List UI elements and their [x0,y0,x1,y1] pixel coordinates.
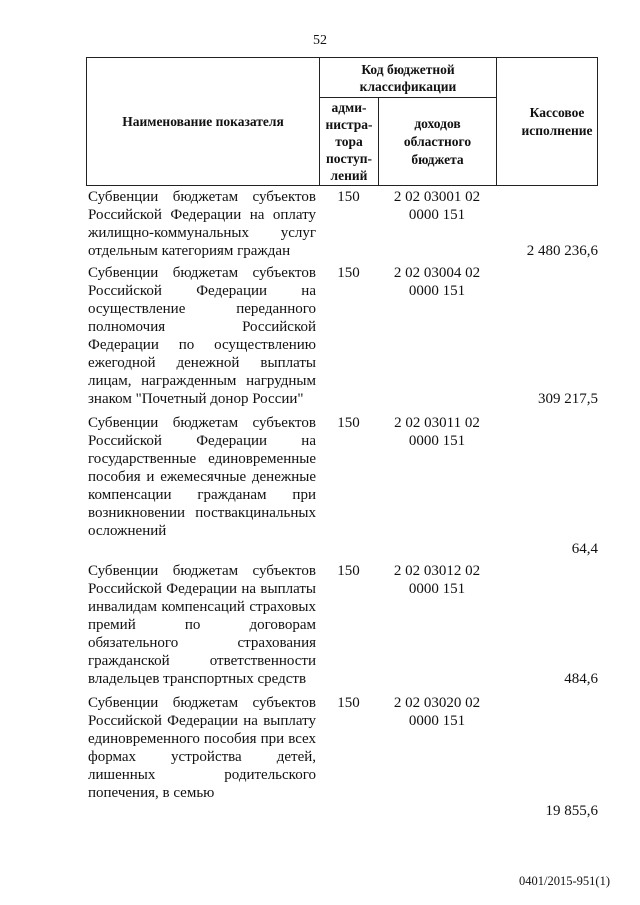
row-name: Субвенции бюджетам субъектов Российской Федерации на оплату жилищно-коммунальных услуг отдельным категориям граждан [88,189,316,259]
row-amount: 19 855,6 [545,803,598,819]
header-income-column [379,98,497,185]
table-header [86,57,598,186]
table-row [86,264,598,408]
row-income-code-line1: 2 02 03011 02 [394,415,480,431]
row-admin-code: 150 [337,563,360,579]
row-income-code [378,562,496,598]
row-income-code-line2: 0000 151 [408,207,466,223]
row-income-code-line1: 2 02 03001 02 [393,189,481,205]
row-amount: 484,6 [564,671,598,687]
page-number: 52 [313,33,327,48]
row-name: Субвенции бюджетам субъектов Российской Федерации на государственные единовременные пособия и ежемесячные денежные компенсации гражданам при возникновении поствакцинальных осложнений [88,415,316,539]
row-admin-code: 150 [337,695,360,711]
row-income-code [378,264,496,300]
row-amount: 2 480 236,6 [526,243,598,259]
header-code-group-label: Код бюджетной классификации [359,61,457,94]
header-admin-label: адми-нистра-тора поступ-лений [325,100,373,183]
row-name: Субвенции бюджетам субъектов Российской Федерации на выплаты инвалидам компенсаций страховых премий по договорам обязательного страхования гражданской ответственности владельцев транспортных средств [88,563,316,687]
row-income-code [378,188,496,224]
row-name: Субвенции бюджетам субъектов Российской Федерации на выплату единовременного пособия при всех формах устройства детей, лишенных родительского попечения, в семью [88,695,316,801]
table-row [86,694,598,820]
table-row [86,414,598,558]
row-income-code-line1: 2 02 03004 02 [393,265,481,281]
row-amount: 309 217,5 [538,391,598,407]
row-income-code-line2: 0000 151 [408,433,466,449]
table-row [86,188,598,260]
row-income-code-line1: 2 02 03020 02 [393,695,481,711]
row-income-code-line1: 2 02 03012 02 [393,563,481,579]
row-income-code [378,694,496,730]
row-income-code-line2: 0000 151 [408,283,466,299]
header-name-column [87,58,320,185]
document-code: 0401/2015-951(1) [519,874,610,888]
row-income-code-line2: 0000 151 [408,713,466,729]
header-admin-column [320,98,379,185]
row-amount: 64,4 [571,541,598,557]
row-income-code [378,414,496,450]
header-name-label: Наименование показателя [122,113,284,129]
row-admin-code: 150 [337,189,360,205]
header-code-group [320,58,497,98]
header-income-label: доходов областного бюджета [403,115,472,167]
header-cash-column [497,58,617,185]
row-income-code-line2: 0000 151 [408,581,466,597]
header-cash-label: Кассовое исполнение [521,104,593,138]
row-admin-code: 150 [337,265,360,281]
table-row [86,562,598,688]
row-name: Субвенции бюджетам субъектов Российской Федерации на осуществление переданного полномочия Российской Федерации по осуществлению ежегодной денежной выплаты лицам, награжденным нагрудным знаком "Почетный донор России" [88,265,316,407]
row-admin-code: 150 [337,415,360,431]
